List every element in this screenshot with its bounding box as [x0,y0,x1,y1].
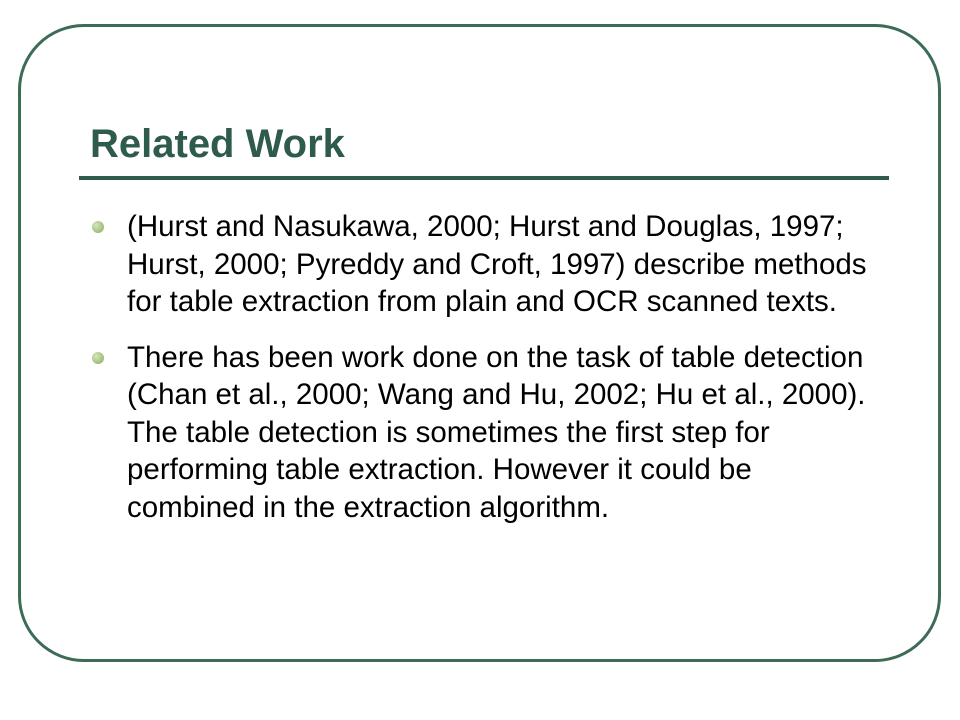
bullet-item [90,339,870,527]
bullet-dot-icon [92,221,104,233]
bullet-dot-icon [92,352,104,364]
title-underline [79,176,889,180]
bullet-text: (Hurst and Nasukawa, 2000; Hurst and Douglas, 1997; Hurst, 2000; Pyreddy and Croft, 1997) describe methods for table extraction from plain and OCR scanned texts. [127,210,867,318]
bullet-text: There has been work done on the task of table detection (Chan et al., 2000; Wang and Hu, 2002; Hu et al., 2000). The table detection is sometimes the first step for performing table extraction. However it could be combined in the extraction algorithm. [127,340,866,524]
bullet-item [90,208,870,321]
slide-title: Related Work [90,122,345,166]
bullet-list [90,208,870,544]
